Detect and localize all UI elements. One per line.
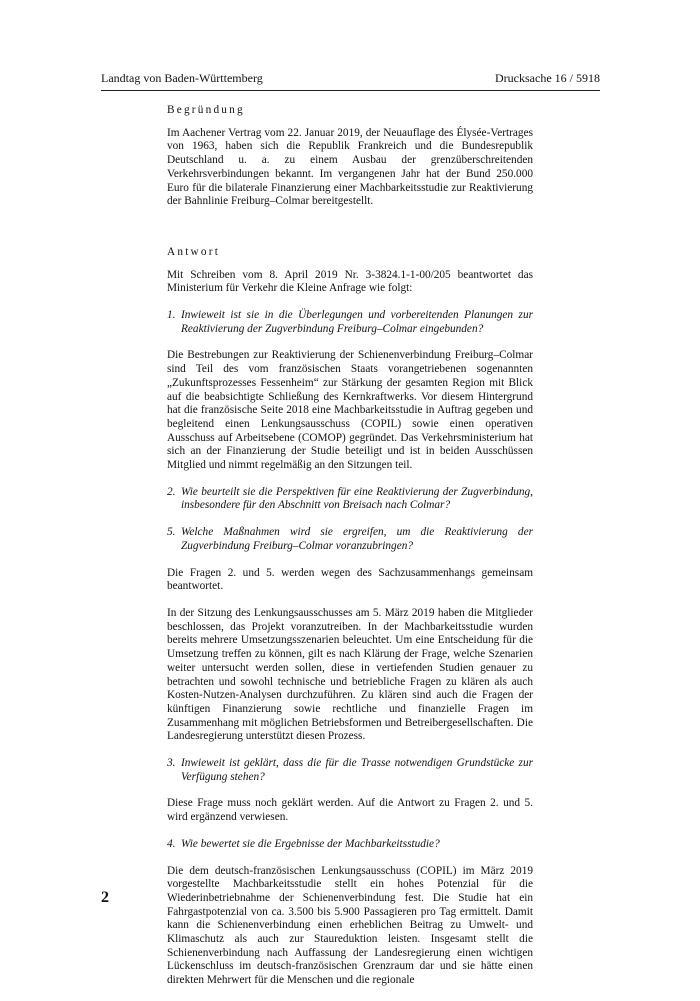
header-parliament: Landtag von Baden-Württemberg	[101, 71, 263, 85]
question-number: 1.	[167, 309, 176, 322]
question-1	[167, 309, 533, 336]
question-text: Wie bewertet sie die Ergebnisse der Machbarkeitsstudie?	[181, 837, 440, 850]
header-document-number: Drucksache 16 / 5918	[495, 71, 600, 85]
question-number: 2.	[167, 485, 176, 498]
question-number: 5.	[167, 526, 176, 539]
antwort-heading: Antwort	[167, 245, 221, 258]
begruendung-heading: Begründung	[167, 104, 245, 116]
answer-1: Die Bestrebungen zur Reaktivierung der Schienenverbindung Freiburg–Colmar sind Teil des vom französischen Staats vorangetriebenen sogenannten „Zukunftsprozesses Fessenheim“ zur Stärkung der gesamten Region mit Blick auf die beabsichtigte Schließung des Kernkraftwerks. Vor diesem Hintergrund hat die französische Seite 2018 eine Machbarkeitsstudie in Auftrag gegeben und begleitend einen Lenkungsausschuss (COPIL) sowie einen operativen Ausschuss auf Arbeitsebene (COMOP) gegründet. Das Verkehrsministerium hat sich an der Finanzierung der Studie beteiligt und ist in beiden Ausschüssen Mitglied und nimmt regelmäßig an den Sitzungen teil.	[167, 349, 533, 472]
answer-2-intro: Die Fragen 2. und 5. werden wegen des Sachzusammenhangs gemeinsam beantwortet.	[167, 566, 533, 593]
question-text: Wie beurteilt sie die Perspektiven für eine Reaktivierung der Zugverbindung, insbesondere für den Abschnitt von Breisach nach Colmar?	[181, 485, 533, 512]
question-4	[167, 838, 533, 852]
answer-3: Diese Frage muss noch geklärt werden. Auf die Antwort zu Fragen 2. und 5. wird ergänzend verwiesen.	[167, 797, 533, 824]
answer-4: Die dem deutsch-französischen Lenkungsausschuss (COPIL) im März 2019 vorgestellte Machbarkeitsstudie stellt ein hohes Potenzial für die Wiederinbetriebnahme der Schienenverbindung fest. Die Studie hat ein Fahrgastpotenzial von ca. 3.500 bis 5.900 Passagieren pro Tag ermittelt. Damit kann die Schienenverbindung einen erheblichen Beitrag zu Umwelt- und Klimaschutz als auch zur Staureduktion leisten. Insgesamt stellt die Schienenverbindung nach Auffassung der Landesregierung einen wichtigen Lückenschluss im deutsch-französischen Grenzraum dar und sie hätte einen direkten Mehrwert für die Menschen und die regionale	[167, 864, 533, 987]
question-number: 3.	[167, 757, 176, 770]
question-text: Inwieweit ist sie in die Überlegungen und vorbereitenden Planungen zur Reaktivierung der Zugverbindung Freiburg–Colmar eingebunden?	[181, 309, 533, 335]
question-text: Inwieweit ist geklärt, dass die für die Trasse notwendigen Grundstücke zur Verfügung stehen?	[181, 757, 533, 783]
question-2	[167, 486, 533, 513]
antwort-intro: Mit Schreiben vom 8. April 2019 Nr. 3-3824.1-1-00/205 beantwortet das Ministerium für Verkehr die Kleine Anfrage wie folgt:	[167, 268, 533, 295]
begruendung-text: Im Aachener Vertrag vom 22. Januar 2019, der Neuauflage des Élysée-Vertrages von 1963, haben sich die Republik Frankreich und die Bundesrepublik Deutschland u. a. zu einem Ausbau der grenzüberschreitenden Verkehrsverbindungen bekannt. Im vergangenen Jahr hat der Bund 250.000 Euro für die bilaterale Finanzierung einer Machbarkeitsstudie zur Reaktivierung der Bahnlinie Freiburg–Colmar bereitgestellt.	[167, 126, 533, 208]
page-header	[101, 70, 600, 91]
question-text: Welche Maßnahmen wird sie ergreifen, um die Reaktivierung der Zugverbindung Freiburg–Colmar voranzubringen?	[181, 526, 533, 552]
question-3	[167, 757, 533, 784]
question-number: 4.	[167, 837, 176, 850]
page-number: 2	[101, 889, 109, 906]
question-5	[167, 526, 533, 553]
page-body	[167, 104, 533, 1001]
answer-2-5: In der Sitzung des Lenkungsausschusses am 5. März 2019 haben die Mitglieder beschlossen, das Projekt voranzutreiben. In der Machbarkeitsstudie wurden bereits mehrere Umsetzungsszenarien beleuchtet. Um eine Entscheidung für die Umsetzung treffen zu können, gilt es nach Klärung der Frage, welche Szenarien weiter untersucht werden sollen, diese in vertiefenden Studien genauer zu betrachten und sowohl technische und betriebliche Fragen zu klären als auch Kosten-Nutzen-Analysen durchzuführen. Zu klären sind auch die Fragen der künftigen Finanzierung sowie rechtliche und finanzielle Fragen im Zusammenhang mit möglichen Betriebsformen und Betreibergesellschaften. Die Landesregierung unterstützt diesen Prozess.	[167, 606, 533, 743]
